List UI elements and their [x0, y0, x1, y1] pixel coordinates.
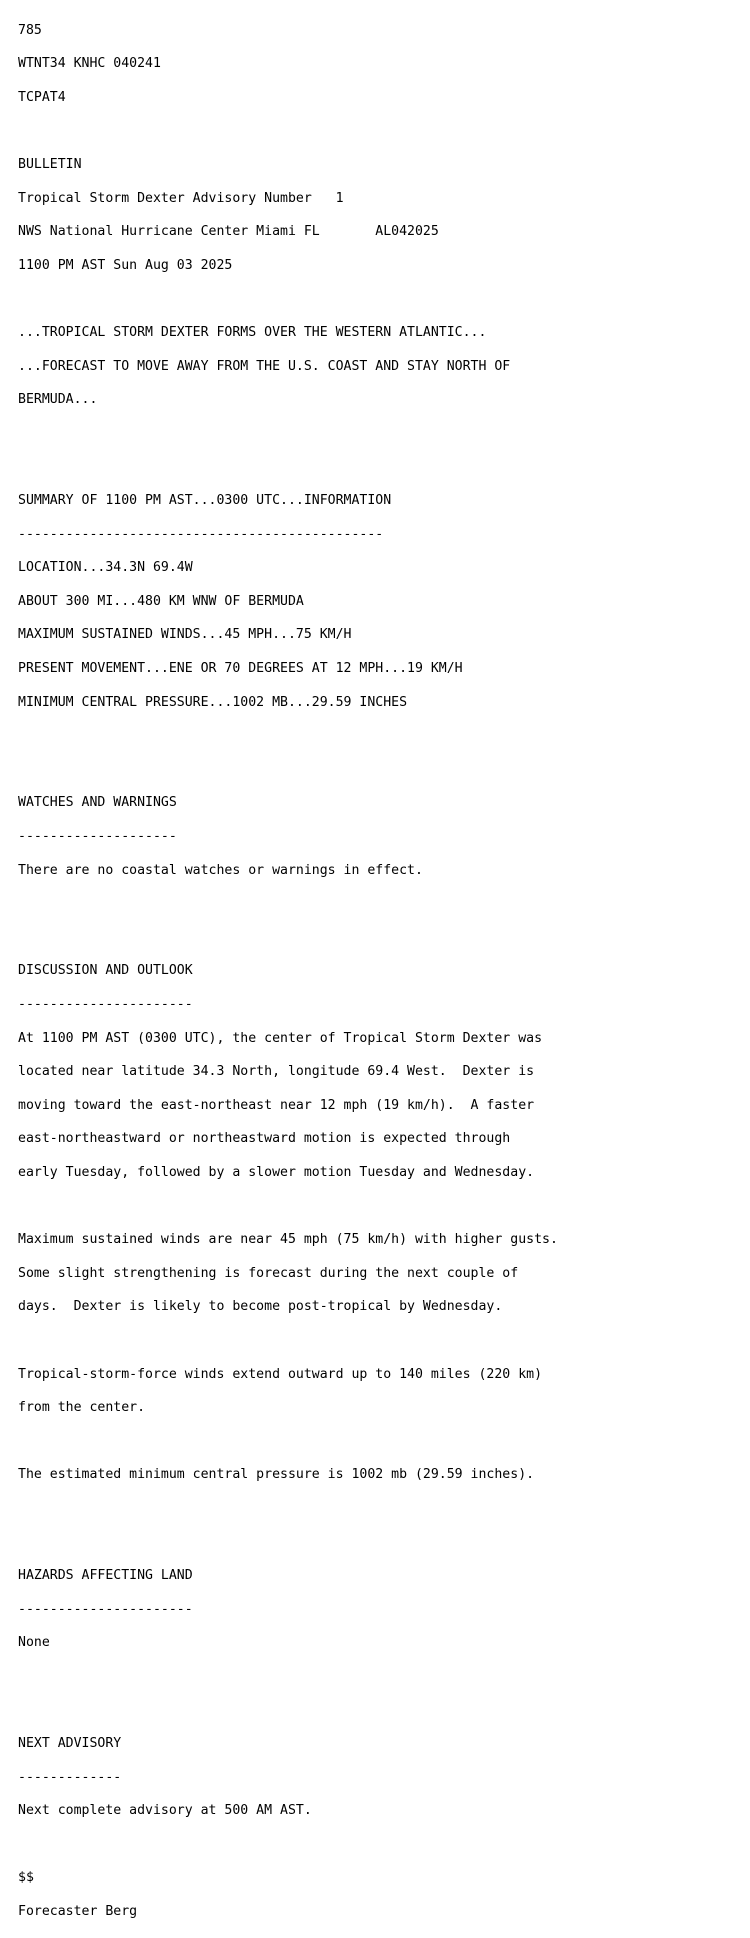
blank-line — [18, 896, 750, 913]
next-advisory-text: Next complete advisory at 500 AM AST. — [18, 1803, 312, 1819]
discussion-line: Tropical-storm-force winds extend outward up to 140 miles (220 km) — [18, 1366, 543, 1382]
issuer-line: NWS National Hurricane Center Miami FL AL042025 — [18, 224, 439, 240]
watches-heading: WATCHES AND WARNINGS — [18, 795, 177, 811]
summary-rule: ---------------------------------------------- — [18, 526, 384, 542]
wmo-header: WTNT34 KNHC 040241 — [18, 56, 161, 72]
discussion-line: days. Dexter is likely to become post-tropical by Wednesday. — [18, 1299, 503, 1315]
hazards-rule: ---------------------- — [18, 1601, 193, 1617]
hazards-heading: HAZARDS AFFECTING LAND — [18, 1568, 193, 1584]
forecaster-signature: Forecaster Berg — [18, 1904, 138, 1920]
awips-id: TCPAT4 — [18, 89, 66, 105]
blank-line — [18, 292, 750, 309]
blank-line — [18, 762, 750, 779]
blank-line — [18, 1434, 750, 1451]
headline-line: ...FORECAST TO MOVE AWAY FROM THE U.S. COAST AND STAY NORTH OF — [18, 358, 511, 374]
discussion-line: early Tuesday, followed by a slower motion Tuesday and Wednesday. — [18, 1164, 535, 1180]
discussion-line: from the center. — [18, 1400, 146, 1416]
blank-line — [18, 1333, 750, 1350]
discussion-line: Maximum sustained winds are near 45 mph (75 km/h) with higher gusts. — [18, 1232, 558, 1248]
summary-location: LOCATION...34.3N 69.4W — [18, 560, 193, 576]
blank-line — [18, 1501, 750, 1518]
summary-distance: ABOUT 300 MI...480 KM WNW OF BERMUDA — [18, 593, 304, 609]
discussion-rule: ---------------------- — [18, 997, 193, 1013]
hazards-text: None — [18, 1635, 50, 1651]
summary-pressure: MINIMUM CENTRAL PRESSURE...1002 MB...29.59 INCHES — [18, 694, 408, 710]
blank-line — [18, 426, 750, 443]
headline-line: ...TROPICAL STORM DEXTER FORMS OVER THE WESTERN ATLANTIC... — [18, 325, 487, 341]
discussion-line: moving toward the east-northeast near 12 mph (19 km/h). A faster — [18, 1097, 535, 1113]
watches-rule: -------------------- — [18, 829, 177, 845]
discussion-line: east-northeastward or northeastward motion is expected through — [18, 1131, 511, 1147]
watches-text: There are no coastal watches or warnings in effect. — [18, 862, 423, 878]
bulletin-label: BULLETIN — [18, 157, 82, 173]
blank-line — [18, 124, 750, 141]
headline-line: BERMUDA... — [18, 392, 98, 408]
blank-line — [18, 1199, 750, 1216]
issued-time: 1100 PM AST Sun Aug 03 2025 — [18, 257, 233, 273]
summary-heading: SUMMARY OF 1100 PM AST...0300 UTC...INFORMATION — [18, 493, 392, 509]
blank-line — [18, 1535, 750, 1552]
summary-max-winds: MAXIMUM SUSTAINED WINDS...45 MPH...75 KM/H — [18, 627, 352, 643]
blank-line — [18, 930, 750, 947]
blank-line — [18, 728, 750, 745]
discussion-line: located near latitude 34.3 North, longitude 69.4 West. Dexter is — [18, 1064, 535, 1080]
next-advisory-heading: NEXT ADVISORY — [18, 1736, 122, 1752]
discussion-line: The estimated minimum central pressure is 1002 mb (29.59 inches). — [18, 1467, 535, 1483]
product-id: 785 — [18, 22, 42, 38]
discussion-line: At 1100 PM AST (0300 UTC), the center of Tropical Storm Dexter was — [18, 1030, 543, 1046]
blank-line — [18, 460, 750, 477]
end-marker: $$ — [18, 1870, 34, 1886]
summary-movement: PRESENT MOVEMENT...ENE OR 70 DEGREES AT 12 MPH...19 KM/H — [18, 661, 463, 677]
blank-line — [18, 1669, 750, 1686]
advisory-title: Tropical Storm Dexter Advisory Number 1 — [18, 190, 344, 206]
discussion-heading: DISCUSSION AND OUTLOOK — [18, 963, 193, 979]
next-advisory-rule: ------------- — [18, 1769, 122, 1785]
blank-line — [18, 1837, 750, 1854]
blank-line — [18, 1702, 750, 1719]
discussion-line: Some slight strengthening is forecast during the next couple of — [18, 1265, 519, 1281]
